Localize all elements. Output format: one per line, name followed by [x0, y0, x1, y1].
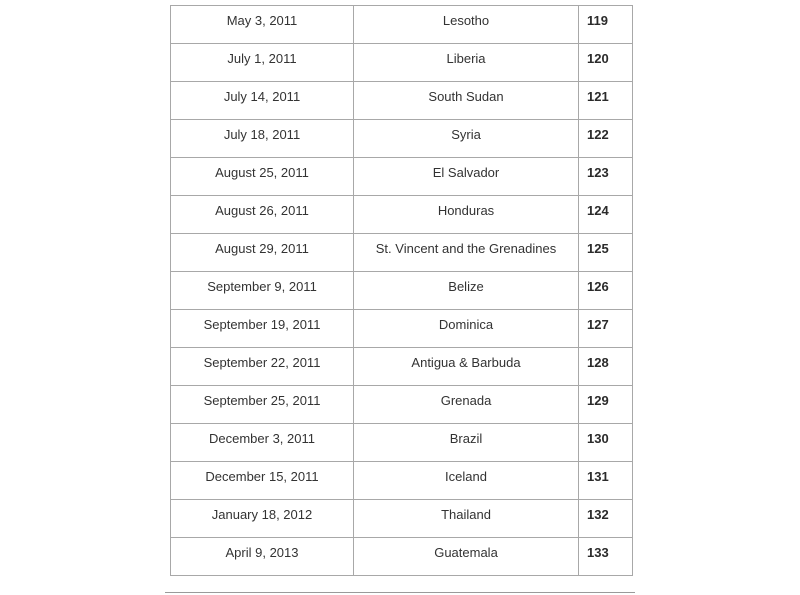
number-cell: 132: [579, 500, 633, 538]
date-cell: September 25, 2011: [171, 386, 354, 424]
table-row: [171, 82, 633, 120]
table-body: [171, 6, 633, 576]
table-row: [171, 310, 633, 348]
ratification-table-container: [170, 5, 632, 576]
country-cell: Brazil: [354, 424, 579, 462]
table-row: [171, 6, 633, 44]
table-row: [171, 196, 633, 234]
date-cell: July 1, 2011: [171, 44, 354, 82]
country-cell: Thailand: [354, 500, 579, 538]
country-cell: Iceland: [354, 462, 579, 500]
date-cell: January 18, 2012: [171, 500, 354, 538]
country-cell: Grenada: [354, 386, 579, 424]
date-cell: August 29, 2011: [171, 234, 354, 272]
table-row: [171, 462, 633, 500]
country-cell: Lesotho: [354, 6, 579, 44]
date-cell: July 18, 2011: [171, 120, 354, 158]
date-cell: September 9, 2011: [171, 272, 354, 310]
date-cell: September 22, 2011: [171, 348, 354, 386]
bottom-divider: [165, 592, 635, 593]
country-cell: St. Vincent and the Grenadines: [354, 234, 579, 272]
date-cell: September 19, 2011: [171, 310, 354, 348]
table-row: [171, 44, 633, 82]
date-cell: August 26, 2011: [171, 196, 354, 234]
country-cell: Syria: [354, 120, 579, 158]
date-cell: May 3, 2011: [171, 6, 354, 44]
number-cell: 121: [579, 82, 633, 120]
table-row: [171, 424, 633, 462]
table-row: [171, 120, 633, 158]
table-row: [171, 500, 633, 538]
country-cell: Liberia: [354, 44, 579, 82]
table-row: [171, 234, 633, 272]
country-cell: Belize: [354, 272, 579, 310]
number-cell: 128: [579, 348, 633, 386]
number-cell: 133: [579, 538, 633, 576]
country-cell: Dominica: [354, 310, 579, 348]
ratification-table: [170, 5, 633, 576]
country-cell: South Sudan: [354, 82, 579, 120]
number-cell: 123: [579, 158, 633, 196]
table-row: [171, 272, 633, 310]
date-cell: July 14, 2011: [171, 82, 354, 120]
country-cell: Guatemala: [354, 538, 579, 576]
number-cell: 119: [579, 6, 633, 44]
number-cell: 129: [579, 386, 633, 424]
number-cell: 125: [579, 234, 633, 272]
country-cell: Honduras: [354, 196, 579, 234]
country-cell: Antigua & Barbuda: [354, 348, 579, 386]
number-cell: 126: [579, 272, 633, 310]
number-cell: 131: [579, 462, 633, 500]
number-cell: 124: [579, 196, 633, 234]
number-cell: 122: [579, 120, 633, 158]
number-cell: 130: [579, 424, 633, 462]
table-row: [171, 386, 633, 424]
table-row: [171, 158, 633, 196]
number-cell: 127: [579, 310, 633, 348]
date-cell: April 9, 2013: [171, 538, 354, 576]
date-cell: December 15, 2011: [171, 462, 354, 500]
date-cell: August 25, 2011: [171, 158, 354, 196]
number-cell: 120: [579, 44, 633, 82]
table-row: [171, 538, 633, 576]
country-cell: El Salvador: [354, 158, 579, 196]
date-cell: December 3, 2011: [171, 424, 354, 462]
table-row: [171, 348, 633, 386]
